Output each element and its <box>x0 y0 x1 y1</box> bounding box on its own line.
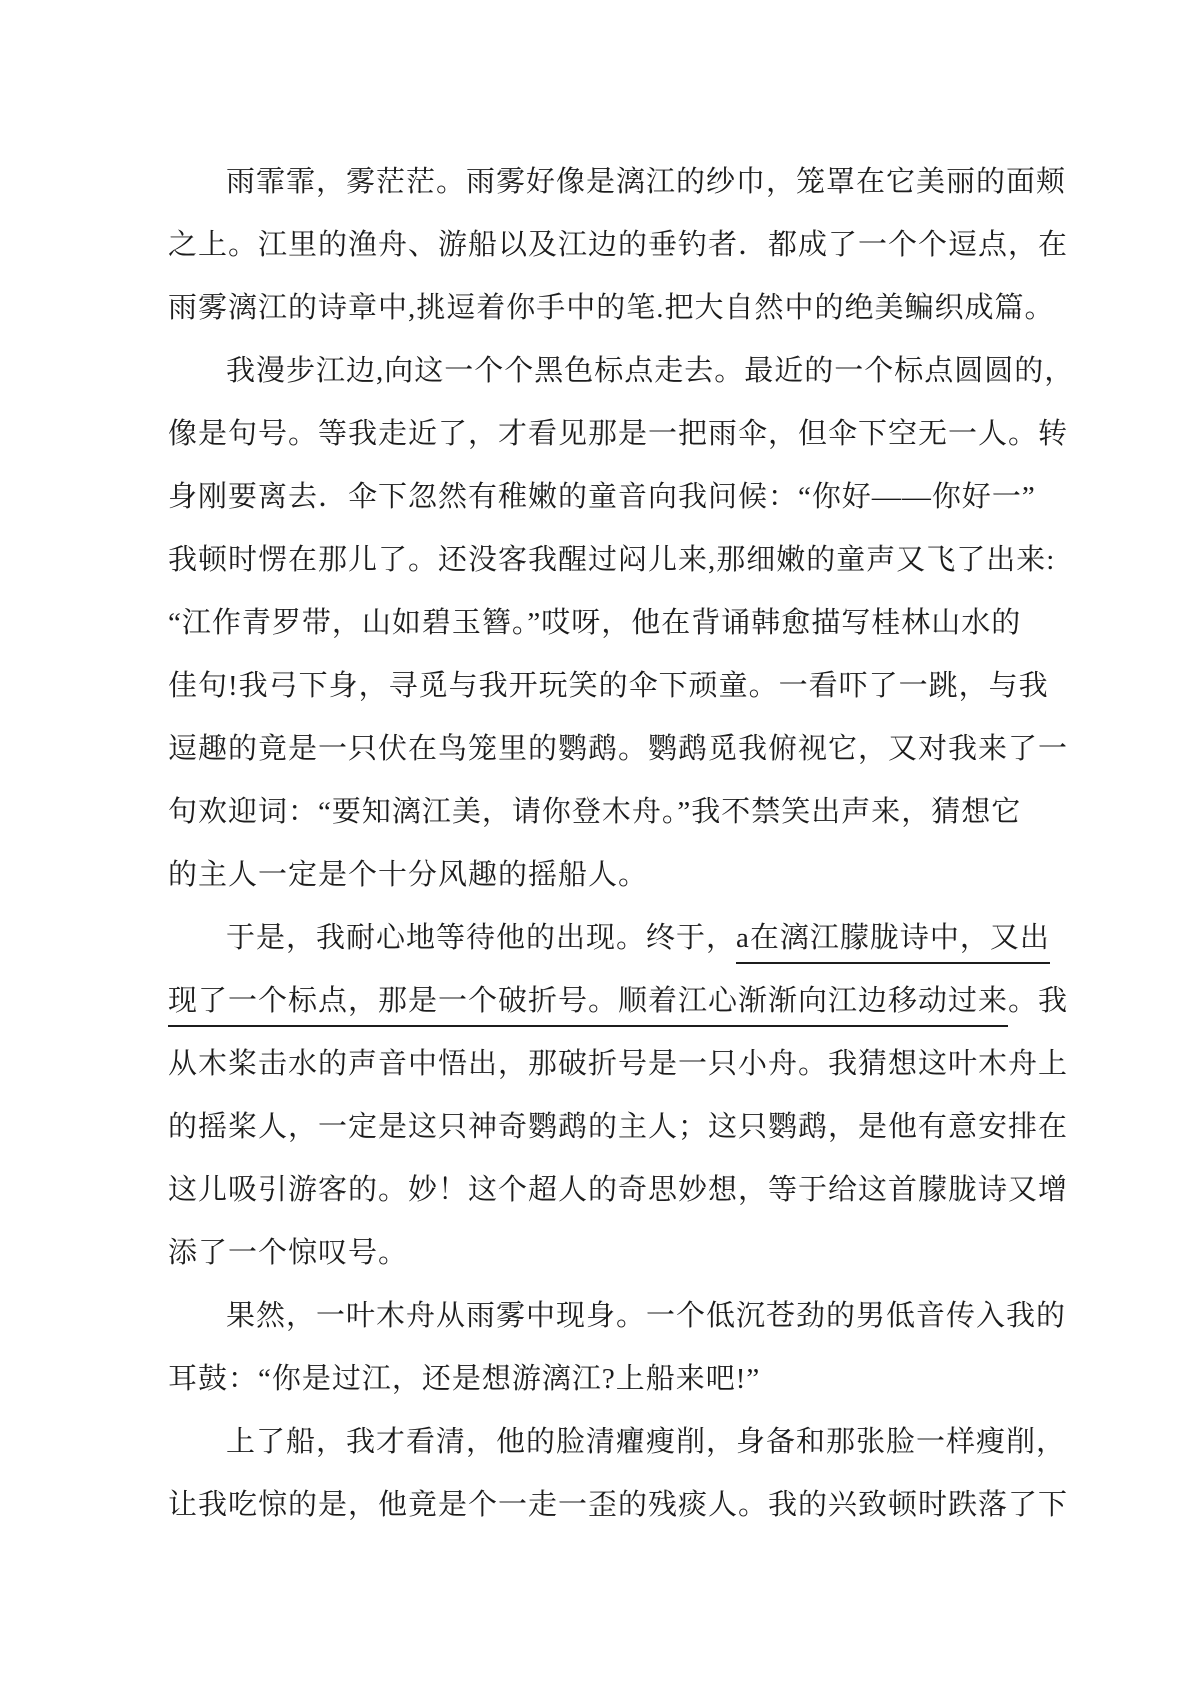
text-line <box>168 211 1069 274</box>
text-line <box>168 1219 1040 1282</box>
text-segment: 逗趣的竟是一只伏在鸟笼里的鹦鹉。鹦鹉觅我俯视它，又对我来了一 <box>168 733 1069 765</box>
text-segment: 。我 <box>1008 985 1069 1017</box>
text-segment: 我顿时愣在那儿了。还没客我醒过闷儿来,那细嫩的童声又飞了出来: <box>168 544 1056 576</box>
text-segment: 像是句号。等我走近了，才看见那是一把雨伞，但伞下空无一人。转 <box>168 418 1069 450</box>
text-segment: 句欢迎词：“要知漓江美，请你登木舟。”我不禁笑出声来，猜想它 <box>168 796 1022 828</box>
text-line <box>168 589 1040 652</box>
paragraph <box>168 148 1069 337</box>
text-segment: 耳鼓：“你是过江，还是想游漓江?上船来吧!” <box>168 1363 761 1395</box>
document-body <box>168 148 1075 1534</box>
text-segment: 让我吃惊的是，他竟是个一走一歪的残痰人。我的兴致顿时跌落了下 <box>168 1489 1069 1521</box>
underlined-text-segment: 现了一个标点，那是一个破折号。顺着江心渐渐向江边移动过来 <box>168 978 1008 1027</box>
text-segment: 我漫步江边,向这一个个黑色标点走去。最近的一个标点圆圆的， <box>226 355 1075 387</box>
text-line <box>168 1030 1069 1093</box>
paragraph <box>168 1282 1067 1408</box>
paragraph <box>168 904 1069 1282</box>
text-line <box>168 526 1056 589</box>
text-line <box>168 274 1055 337</box>
text-segment: 雨霏霏，雾茫茫。雨雾好像是漓江的纱巾，笼罩在它美丽的面颊 <box>226 166 1067 198</box>
text-segment: 添了一个惊叹号。 <box>168 1237 409 1269</box>
text-line <box>168 1471 1069 1534</box>
text-line <box>168 652 1049 715</box>
text-line <box>168 841 1040 904</box>
paragraph <box>168 1408 1069 1534</box>
text-line <box>168 148 1067 211</box>
text-segment: “江作青罗带，山如碧玉簪。”哎呀，他在背诵韩愈描写桂林山水的 <box>168 607 1022 639</box>
text-segment: 的主人一定是个十分风趣的摇船人。 <box>168 859 649 891</box>
text-line <box>168 1345 1040 1408</box>
text-line <box>168 715 1069 778</box>
text-segment: 从木桨击水的声音中悟出，那破折号是一只小舟。我猜想这叶木舟上 <box>168 1048 1069 1080</box>
text-segment: 身刚要离去．伞下忽然有稚嫩的童音向我问候：“你好——你好一” <box>168 481 1036 513</box>
text-line <box>168 1093 1069 1156</box>
text-line <box>168 1156 1069 1219</box>
text-line <box>168 1408 1067 1471</box>
text-segment: 雨雾漓江的诗章中,挑逗着你手中的笔.把大自然中的绝美鳊织成篇。 <box>168 292 1055 324</box>
text-line <box>168 1282 1067 1345</box>
text-segment: 上了船，我才看清，他的脸清癯瘦削，身备和那张脸一样瘦削， <box>226 1426 1067 1458</box>
text-segment: 这儿吸引游客的。妙！这个超人的奇思妙想，等于给这首朦胧诗又增 <box>168 1174 1069 1206</box>
text-line <box>168 463 1040 526</box>
paragraph <box>168 337 1075 904</box>
text-line <box>168 400 1069 463</box>
text-segment: 之上。江里的渔舟、游船以及江边的垂钓者．都成了一个个逗点，在 <box>168 229 1069 261</box>
text-line <box>168 337 1075 400</box>
text-segment: 佳句!我弓下身，寻觅与我开玩笑的伞下顽童。一看吓了一跳，与我 <box>168 670 1049 702</box>
text-line <box>168 778 1040 841</box>
text-segment: 于是，我耐心地等待他的出现。终于， <box>226 922 737 954</box>
text-line <box>168 904 1050 967</box>
text-segment: 的摇桨人，一定是这只神奇鹦鹉的主人；这只鹦鹉，是他有意安排在 <box>168 1111 1069 1143</box>
text-segment: 果然，一叶木舟从雨雾中现身。一个低沉苍劲的男低音传入我的 <box>226 1300 1067 1332</box>
underlined-text-segment: a在漓江朦胧诗中，又出 <box>736 915 1050 964</box>
text-line <box>168 967 1069 1030</box>
